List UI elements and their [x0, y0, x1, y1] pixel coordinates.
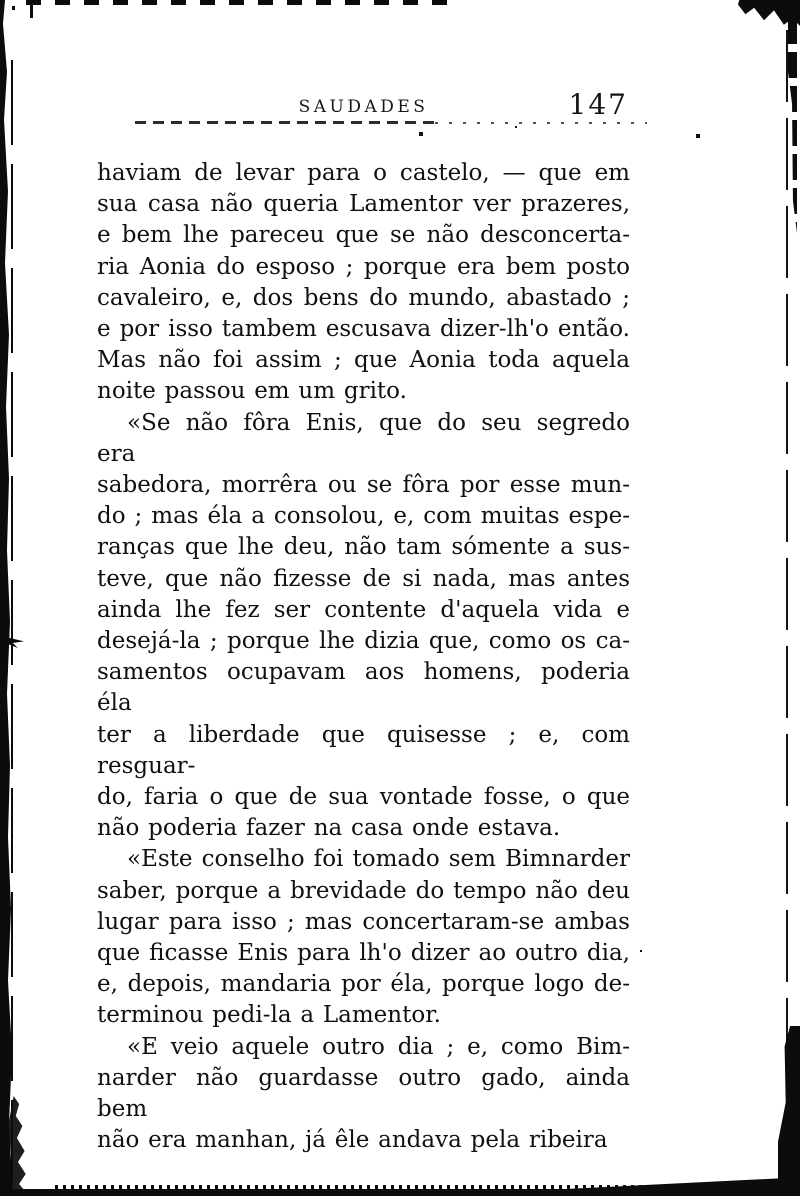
text-line: e, depois, mandaria por éla, porque logo de- [97, 971, 630, 998]
text-line: cavaleiro, e, dos bens do mundo, abastado ; [97, 284, 630, 311]
page-header [97, 88, 630, 122]
text-line: ainda lhe fez ser contente d'aquela vida e [97, 596, 630, 623]
text-line: «Este conselho foi tomado sem Bimnarder [127, 846, 630, 873]
scan-top-dot [12, 6, 15, 10]
text-line: narder não guardasse outro gado, ainda bem [97, 1064, 630, 1123]
scan-top-tick [30, 1, 33, 18]
text-line: sabedora, morrêra ou se fôra por esse mun- [97, 472, 630, 499]
text-line: sua casa não queria Lamentor ver prazeres, [97, 191, 630, 218]
scan-right-edge-streaks [788, 18, 797, 233]
text-line: que ficasse Enis para lh'o dizer ao outro dia, [97, 940, 630, 967]
text-line: não poderia fazer na casa onde estava. [97, 815, 561, 842]
text-line: do, faria o que de sua vontade fosse, o que [97, 784, 630, 811]
text-line: não era manhan, já êle andava pela ribeira [97, 1127, 608, 1154]
header-rule [135, 121, 647, 125]
text-line: do ; mas éla a consolou, e, com muitas espe- [97, 503, 630, 530]
text-line: e por isso tambem escusava dizer-lh'o então. [97, 316, 630, 343]
text-line: terminou pedi-la a Lamentor. [97, 1002, 441, 1029]
scan-bottom-right-band [778, 1026, 800, 1196]
paragraph [97, 158, 630, 408]
scan-dust-specks [0, 0, 2, 2]
text-line: «E veio aquele outro dia ; e, como Bim- [127, 1033, 630, 1060]
text-line: ter a liberdade que quisesse ; e, com resguar- [97, 721, 630, 779]
scan-right-edge-line [786, 30, 788, 1160]
page-number: 147 [568, 88, 628, 121]
text-line: desejá-la ; porque lhe dizia que, como os ca- [97, 628, 630, 655]
paragraph [97, 408, 630, 845]
text-line: haviam de levar para o castelo, — que em [97, 160, 630, 186]
text-line: e bem lhe pareceu que se não desconcerta- [97, 222, 630, 249]
text-line: samentos ocupavam aos homens, poderia éla [97, 659, 630, 717]
scan-left-edge-line [11, 60, 13, 1190]
text-line: noite passou em um grito. [97, 378, 407, 405]
text-line: «Se não fôra Enis, que do seu segredo era [97, 409, 630, 467]
paragraph [97, 1032, 630, 1157]
running-title: SAUDADES [298, 97, 429, 117]
text-line: saber, porque a brevidade do tempo não deu [97, 877, 630, 904]
text-line: Mas não foi assim ; que Aonia toda aquela [97, 347, 630, 374]
paragraph [97, 844, 630, 1031]
text-line: ria Aonia do esposo ; porque era bem posto [97, 253, 630, 280]
text-line: teve, que não fizesse de si nada, mas antes [97, 565, 630, 592]
page-text [97, 158, 630, 1157]
scan-top-edge-dashes [26, 0, 450, 5]
scan-bottom-hatch [55, 1185, 705, 1190]
text-line: lugar para isso ; mas concertaram-se ambas [97, 908, 630, 935]
text-line: ranças que lhe deu, não tam sómente a sus- [97, 534, 630, 561]
